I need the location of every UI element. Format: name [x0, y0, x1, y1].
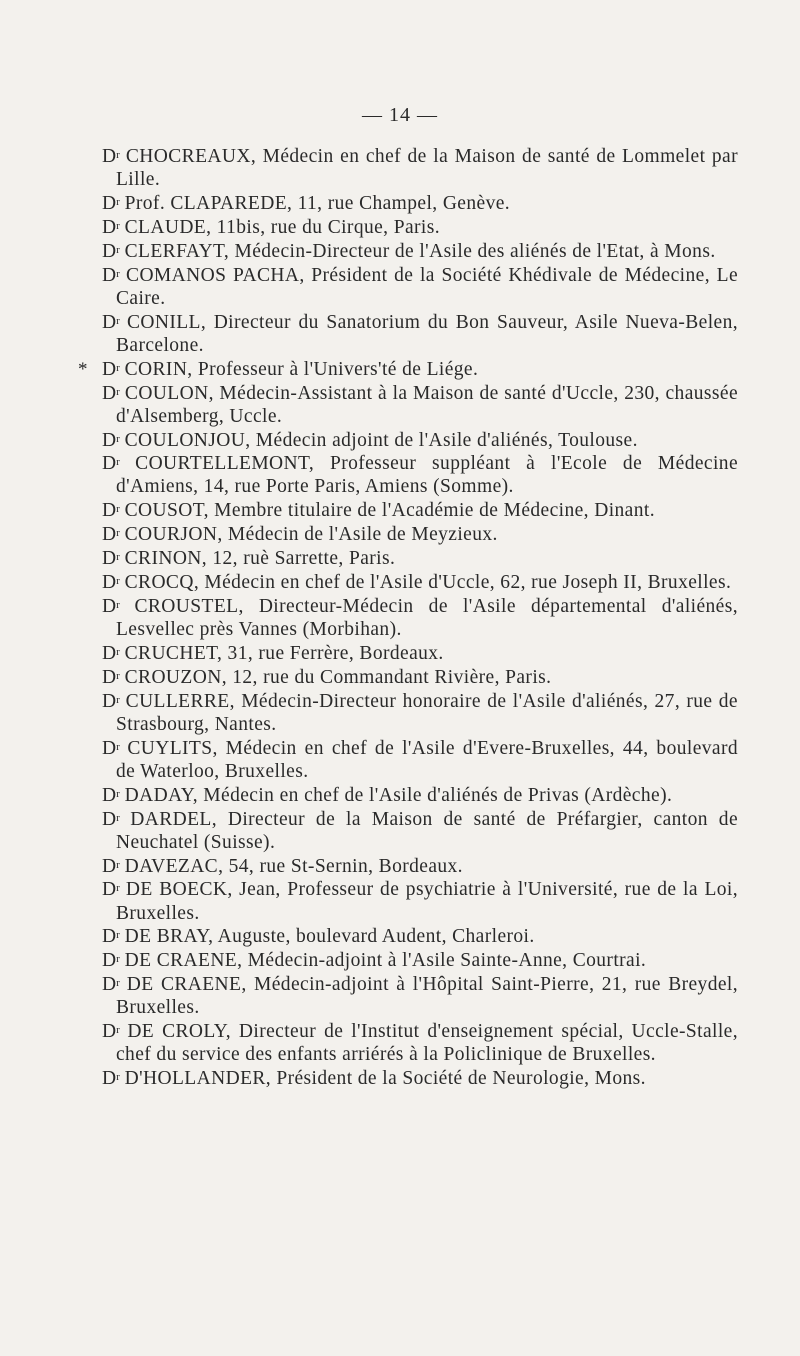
entry-text: DADAY, Médecin en chef de l'Asile d'aliénés de Privas (Ardèche).: [124, 784, 673, 806]
list-item: [102, 595, 738, 641]
doctor-title: $D^r$: [102, 666, 120, 688]
doctor-title: $D^r$: [102, 950, 120, 972]
doctor-title: $D^r$: [102, 737, 120, 759]
entry-text: Prof. CLAPAREDE, 11, rue Champel, Genève.: [124, 192, 511, 214]
doctor-title: $D^r$: [102, 382, 120, 404]
entry-text: DE CRAENE, Médecin-adjoint à l'Hôpital Saint-Pierre, 21, rue Breydel, Bruxelles.: [116, 974, 739, 1019]
page-number: — 14 —: [362, 104, 438, 126]
entry-text: CORIN, Professeur à l'Univers'té de Liége.: [124, 358, 479, 380]
doctor-title: $D^r$: [102, 240, 120, 262]
list-item: [102, 382, 738, 428]
doctor-title: $D^r$: [102, 879, 120, 901]
list-item: [102, 571, 738, 594]
entry-text: D'HOLLANDER, Président de la Société de Neurologie, Mons.: [124, 1068, 646, 1090]
doctor-title: $D^r$: [102, 216, 120, 238]
doctor-title: $D^r$: [102, 429, 120, 451]
list-item: [102, 808, 738, 854]
entry-text: CRINON, 12, ruè Sarrette, Paris.: [124, 548, 396, 570]
list-item: [102, 523, 738, 546]
entry-text: COULONJOU, Médecin adjoint de l'Asile d'aliénés, Toulouse.: [124, 429, 638, 451]
entry-text: CROUSTEL, Directeur-Médecin de l'Asile départemental d'aliénés, Lesvellec près Vannes (Morbihan).: [116, 595, 739, 641]
entry-text: CUYLITS, Médecin en chef de l'Asile d'Evere-Bruxelles, 44, boulevard de Waterloo, Bruxelles.: [116, 737, 739, 782]
entry-text: DARDEL, Directeur de la Maison de santé de Préfargier, canton de Neuchatel (Suisse).: [116, 808, 738, 853]
doctor-title: $D^r$: [102, 1021, 120, 1043]
doctor-title: $D^r$: [102, 500, 120, 522]
entry-text: COURTELLEMONT, Professeur suppléant à l'Ecole de Médecine d'Amiens, 14, rue Porte Paris, Amiens (Somme).: [116, 453, 738, 498]
entry-text: DE CROLY, Directeur de l'Institut d'enseignement spécial, Uccle-Stalle, chef du service des enfants arriérés à la Policlinique de Bruxelles.: [116, 1021, 739, 1066]
list-item: [102, 547, 738, 570]
doctor-title: $D^r$: [102, 808, 120, 830]
entry-text: DAVEZAC, 54, rue St-Sernin, Bordeaux.: [124, 855, 463, 877]
doctor-title: $D^r$: [102, 595, 120, 617]
doctor-title: $D^r$: [102, 1068, 120, 1090]
entry-text: COURJON, Médecin de l'Asile de Meyzieux.: [124, 524, 498, 546]
list-item: [102, 855, 738, 878]
list-item: [102, 1020, 738, 1066]
doctor-title: $D^r$: [102, 524, 120, 546]
doctor-title: $D^r$: [102, 264, 120, 286]
list-item: [102, 666, 738, 689]
list-item: [102, 642, 738, 665]
entry-text: CRUCHET, 31, rue Ferrère, Bordeaux.: [124, 642, 444, 664]
list-item: [102, 452, 738, 498]
list-item: [78, 358, 738, 381]
doctor-title: $D^r$: [102, 974, 120, 996]
list-item: [102, 499, 738, 522]
entry-text: CHOCREAUX, Médecin en chef de la Maison de santé de Lommelet par Lille.: [116, 146, 738, 191]
asterisk-marker: *: [78, 358, 88, 380]
entry-text: COULON, Médecin-Assistant à la Maison de santé d'Uccle, 230, chaussée d'Alsemberg, Uccle.: [116, 382, 738, 427]
list-item: [102, 264, 738, 310]
list-item: [102, 145, 738, 191]
doctor-title: $D^r$: [102, 192, 120, 214]
doctor-title: $D^r$: [102, 855, 120, 877]
list-item: [102, 949, 738, 972]
entry-text: COUSOT, Membre titulaire de l'Académie de Médecine, Dinant.: [124, 500, 655, 522]
entry-text: CLERFAYT, Médecin-Directeur de l'Asile des aliénés de l'Etat, à Mons.: [124, 240, 716, 262]
entry-text: CONILL, Directeur du Sanatorium du Bon Sauveur, Asile Nueva-Belen, Barcelone.: [116, 311, 738, 356]
doctor-title: $D^r$: [102, 358, 120, 380]
doctor-title: $D^r$: [102, 453, 120, 475]
entry-text: DE BOECK, Jean, Professeur de psychiatrie à l'Université, rue de la Loi, Bruxelles.: [116, 879, 738, 924]
entry-text: CULLERRE, Médecin-Directeur honoraire de l'Asile d'aliénés, 27, rue de Strasbourg, Nantes.: [116, 690, 738, 735]
entry-text: CROCQ, Médecin en chef de l'Asile d'Uccle, 62, rue Joseph II, Bruxelles.: [124, 572, 732, 594]
doctor-title: $D^r$: [102, 784, 120, 806]
doctor-title: $D^r$: [102, 690, 120, 712]
list-item: [102, 1067, 738, 1090]
list-item: [102, 216, 738, 239]
list-item: [102, 925, 738, 948]
list-item: [102, 690, 738, 736]
member-list: [78, 145, 739, 1091]
list-item: [102, 973, 738, 1019]
doctor-title: $D^r$: [102, 548, 120, 570]
doctor-title: $D^r$: [102, 146, 120, 167]
list-item: [102, 192, 738, 215]
entry-text: CLAUDE, 11bis, rue du Cirque, Paris.: [124, 216, 440, 238]
entry-text: COMANOS PACHA, Président de la Société Khédivale de Médecine, Le Caire.: [116, 264, 738, 309]
list-item: [102, 737, 738, 783]
doctor-title: $D^r$: [102, 642, 120, 664]
entry-text: DE BRAY, Auguste, boulevard Audent, Charleroi.: [124, 926, 535, 948]
list-item: [102, 429, 738, 452]
list-item: [102, 784, 738, 807]
list-item: [102, 240, 738, 263]
list-item: [102, 878, 738, 924]
doctor-title: $D^r$: [102, 572, 120, 594]
list-item: [102, 311, 738, 357]
entry-text: CROUZON, 12, rue du Commandant Rivière, Paris.: [124, 666, 552, 688]
entry-text: DE CRAENE, Médecin-adjoint à l'Asile Sainte-Anne, Courtrai.: [124, 950, 647, 972]
doctor-title: $D^r$: [102, 926, 120, 948]
doctor-title: $D^r$: [102, 311, 120, 333]
